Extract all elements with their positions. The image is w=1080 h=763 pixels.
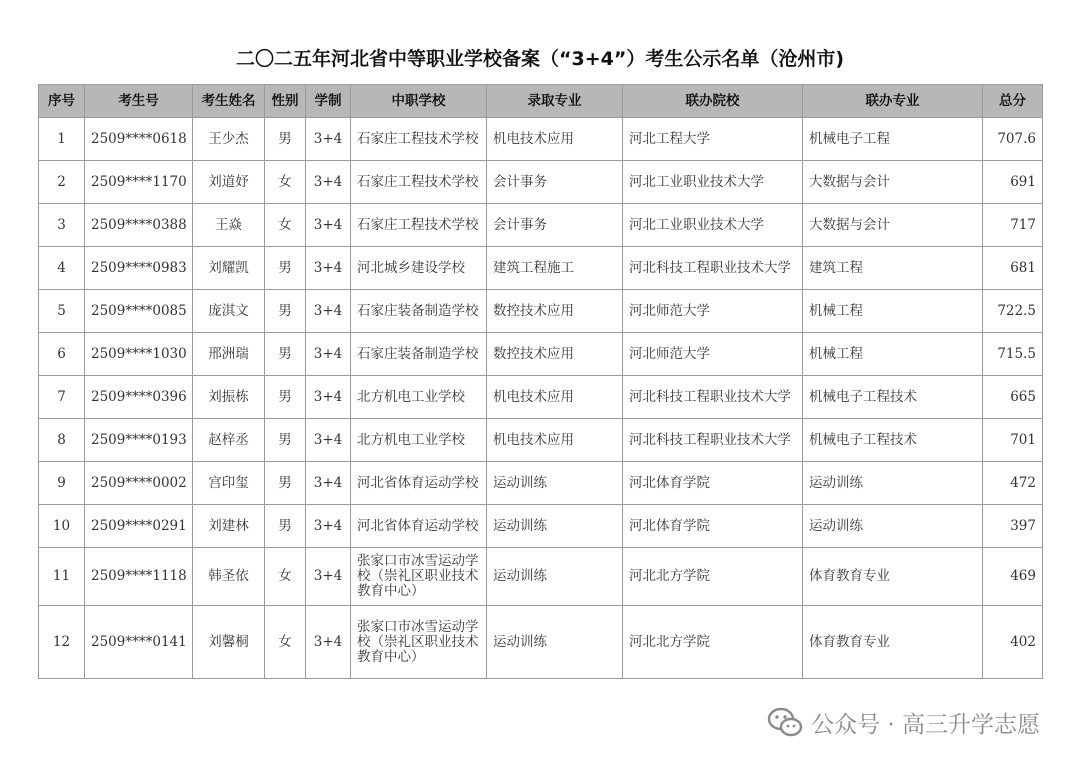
cell-name: 刘馨桐 — [193, 606, 265, 679]
cell-exam-id: 2509****0085 — [85, 290, 193, 333]
cell-program: 3+4 — [306, 118, 351, 161]
cell-major: 运动训练 — [487, 462, 623, 505]
header-gender: 性别 — [265, 85, 306, 118]
cell-index: 5 — [39, 290, 85, 333]
cell-program: 3+4 — [306, 204, 351, 247]
page-title: 二〇二五年河北省中等职业学校备案（“3+4”）考生公示名单（沧州市) — [235, 48, 845, 70]
table-row — [39, 333, 1043, 376]
wechat-icon — [767, 706, 803, 738]
cell-partner-college: 河北北方学院 — [623, 606, 803, 679]
cell-major: 运动训练 — [487, 606, 623, 679]
cell-index: 10 — [39, 505, 85, 548]
cell-gender: 男 — [265, 290, 306, 333]
cell-school: 河北省体育运动学校 — [351, 462, 487, 505]
cell-major: 数控技术应用 — [487, 333, 623, 376]
cell-school: 石家庄装备制造学校 — [351, 290, 487, 333]
cell-school: 石家庄装备制造学校 — [351, 333, 487, 376]
cell-index: 8 — [39, 419, 85, 462]
header-score: 总分 — [983, 85, 1043, 118]
cell-program: 3+4 — [306, 247, 351, 290]
cell-partner-college: 河北工程大学 — [623, 118, 803, 161]
cell-program: 3+4 — [306, 333, 351, 376]
cell-score: 691 — [983, 161, 1043, 204]
header-partner-college: 联办院校 — [623, 85, 803, 118]
cell-name: 刘耀凯 — [193, 247, 265, 290]
cell-gender: 男 — [265, 118, 306, 161]
cell-partner-major: 机械工程 — [803, 333, 983, 376]
cell-program: 3+4 — [306, 462, 351, 505]
cell-name: 刘振栋 — [193, 376, 265, 419]
cell-major: 数控技术应用 — [487, 290, 623, 333]
cell-school: 石家庄工程技术学校 — [351, 161, 487, 204]
cell-major: 运动训练 — [487, 505, 623, 548]
cell-partner-college: 河北师范大学 — [623, 290, 803, 333]
cell-partner-college: 河北科技工程职业技术大学 — [623, 247, 803, 290]
cell-exam-id: 2509****1030 — [85, 333, 193, 376]
cell-gender: 女 — [265, 548, 306, 606]
cell-program: 3+4 — [306, 161, 351, 204]
cell-program: 3+4 — [306, 419, 351, 462]
cell-score: 681 — [983, 247, 1043, 290]
cell-index: 4 — [39, 247, 85, 290]
cell-program: 3+4 — [306, 290, 351, 333]
cell-major: 建筑工程施工 — [487, 247, 623, 290]
cell-name: 宫印玺 — [193, 462, 265, 505]
cell-gender: 男 — [265, 333, 306, 376]
cell-index: 6 — [39, 333, 85, 376]
table-row — [39, 505, 1043, 548]
cell-gender: 男 — [265, 376, 306, 419]
header-exam-id: 考生号 — [85, 85, 193, 118]
cell-school: 张家口市冰雪运动学校（崇礼区职业技术教育中心） — [351, 606, 487, 679]
cell-partner-college: 河北科技工程职业技术大学 — [623, 419, 803, 462]
cell-partner-major: 运动训练 — [803, 505, 983, 548]
cell-exam-id: 2509****1118 — [85, 548, 193, 606]
table-row — [39, 118, 1043, 161]
cell-school: 张家口市冰雪运动学校（崇礼区职业技术教育中心） — [351, 548, 487, 606]
cell-major: 运动训练 — [487, 548, 623, 606]
table-row — [39, 548, 1043, 606]
cell-exam-id: 2509****0002 — [85, 462, 193, 505]
cell-index: 12 — [39, 606, 85, 679]
cell-gender: 女 — [265, 606, 306, 679]
cell-partner-college: 河北师范大学 — [623, 333, 803, 376]
cell-school: 北方机电工业学校 — [351, 376, 487, 419]
cell-index: 9 — [39, 462, 85, 505]
cell-partner-college: 河北体育学院 — [623, 462, 803, 505]
cell-name: 刘建林 — [193, 505, 265, 548]
cell-program: 3+4 — [306, 376, 351, 419]
cell-partner-college: 河北工业职业技术大学 — [623, 161, 803, 204]
cell-score: 397 — [983, 505, 1043, 548]
table-row — [39, 462, 1043, 505]
cell-gender: 男 — [265, 505, 306, 548]
cell-score: 472 — [983, 462, 1043, 505]
cell-major: 机电技术应用 — [487, 419, 623, 462]
cell-gender: 男 — [265, 419, 306, 462]
cell-partner-college: 河北工业职业技术大学 — [623, 204, 803, 247]
cell-program: 3+4 — [306, 606, 351, 679]
cell-major: 机电技术应用 — [487, 376, 623, 419]
header-name: 考生姓名 — [193, 85, 265, 118]
cell-partner-college: 河北北方学院 — [623, 548, 803, 606]
cell-exam-id: 2509****0388 — [85, 204, 193, 247]
cell-name: 韩圣依 — [193, 548, 265, 606]
table-row — [39, 247, 1043, 290]
cell-score: 707.6 — [983, 118, 1043, 161]
table-row — [39, 204, 1043, 247]
cell-exam-id: 2509****0618 — [85, 118, 193, 161]
cell-index: 7 — [39, 376, 85, 419]
cell-name: 王少杰 — [193, 118, 265, 161]
cell-school: 石家庄工程技术学校 — [351, 204, 487, 247]
cell-partner-college: 河北科技工程职业技术大学 — [623, 376, 803, 419]
cell-program: 3+4 — [306, 505, 351, 548]
cell-name: 赵梓丞 — [193, 419, 265, 462]
cell-major: 会计事务 — [487, 204, 623, 247]
table-row — [39, 161, 1043, 204]
cell-exam-id: 2509****0396 — [85, 376, 193, 419]
cell-gender: 女 — [265, 161, 306, 204]
cell-exam-id: 2509****0141 — [85, 606, 193, 679]
cell-partner-major: 机械电子工程技术 — [803, 419, 983, 462]
cell-score: 717 — [983, 204, 1043, 247]
header-program: 学制 — [306, 85, 351, 118]
cell-exam-id: 2509****0193 — [85, 419, 193, 462]
cell-major: 会计事务 — [487, 161, 623, 204]
admission-table — [38, 84, 1043, 679]
table-row — [39, 376, 1043, 419]
cell-partner-major: 机械电子工程 — [803, 118, 983, 161]
cell-partner-major: 建筑工程 — [803, 247, 983, 290]
cell-name: 王焱 — [193, 204, 265, 247]
cell-exam-id: 2509****1170 — [85, 161, 193, 204]
cell-school: 河北城乡建设学校 — [351, 247, 487, 290]
cell-partner-major: 机械电子工程技术 — [803, 376, 983, 419]
header-partner-major: 联办专业 — [803, 85, 983, 118]
cell-program: 3+4 — [306, 548, 351, 606]
cell-name: 邢洲瑞 — [193, 333, 265, 376]
cell-score: 701 — [983, 419, 1043, 462]
cell-partner-major: 机械工程 — [803, 290, 983, 333]
table-row — [39, 419, 1043, 462]
cell-score: 715.5 — [983, 333, 1043, 376]
cell-exam-id: 2509****0983 — [85, 247, 193, 290]
cell-score: 402 — [983, 606, 1043, 679]
header-major: 录取专业 — [487, 85, 623, 118]
cell-partner-major: 体育教育专业 — [803, 548, 983, 606]
cell-partner-major: 体育教育专业 — [803, 606, 983, 679]
cell-score: 722.5 — [983, 290, 1043, 333]
cell-index: 1 — [39, 118, 85, 161]
cell-name: 刘道妤 — [193, 161, 265, 204]
table-header-row — [39, 85, 1043, 118]
cell-name: 庞淇文 — [193, 290, 265, 333]
cell-score: 665 — [983, 376, 1043, 419]
cell-index: 3 — [39, 204, 85, 247]
cell-major: 机电技术应用 — [487, 118, 623, 161]
cell-gender: 女 — [265, 204, 306, 247]
cell-school: 北方机电工业学校 — [351, 419, 487, 462]
cell-gender: 男 — [265, 462, 306, 505]
watermark-text: 公众号 · 高三升学志愿 — [811, 711, 1040, 738]
cell-exam-id: 2509****0291 — [85, 505, 193, 548]
cell-index: 11 — [39, 548, 85, 606]
cell-partner-major: 大数据与会计 — [803, 204, 983, 247]
table-row — [39, 290, 1043, 333]
cell-index: 2 — [39, 161, 85, 204]
cell-score: 469 — [983, 548, 1043, 606]
table-row — [39, 606, 1043, 679]
cell-partner-major: 大数据与会计 — [803, 161, 983, 204]
cell-school: 石家庄工程技术学校 — [351, 118, 487, 161]
watermark — [767, 704, 1040, 740]
cell-school: 河北省体育运动学校 — [351, 505, 487, 548]
cell-gender: 男 — [265, 247, 306, 290]
header-index: 序号 — [39, 85, 85, 118]
header-school: 中职学校 — [351, 85, 487, 118]
cell-partner-major: 运动训练 — [803, 462, 983, 505]
cell-partner-college: 河北体育学院 — [623, 505, 803, 548]
